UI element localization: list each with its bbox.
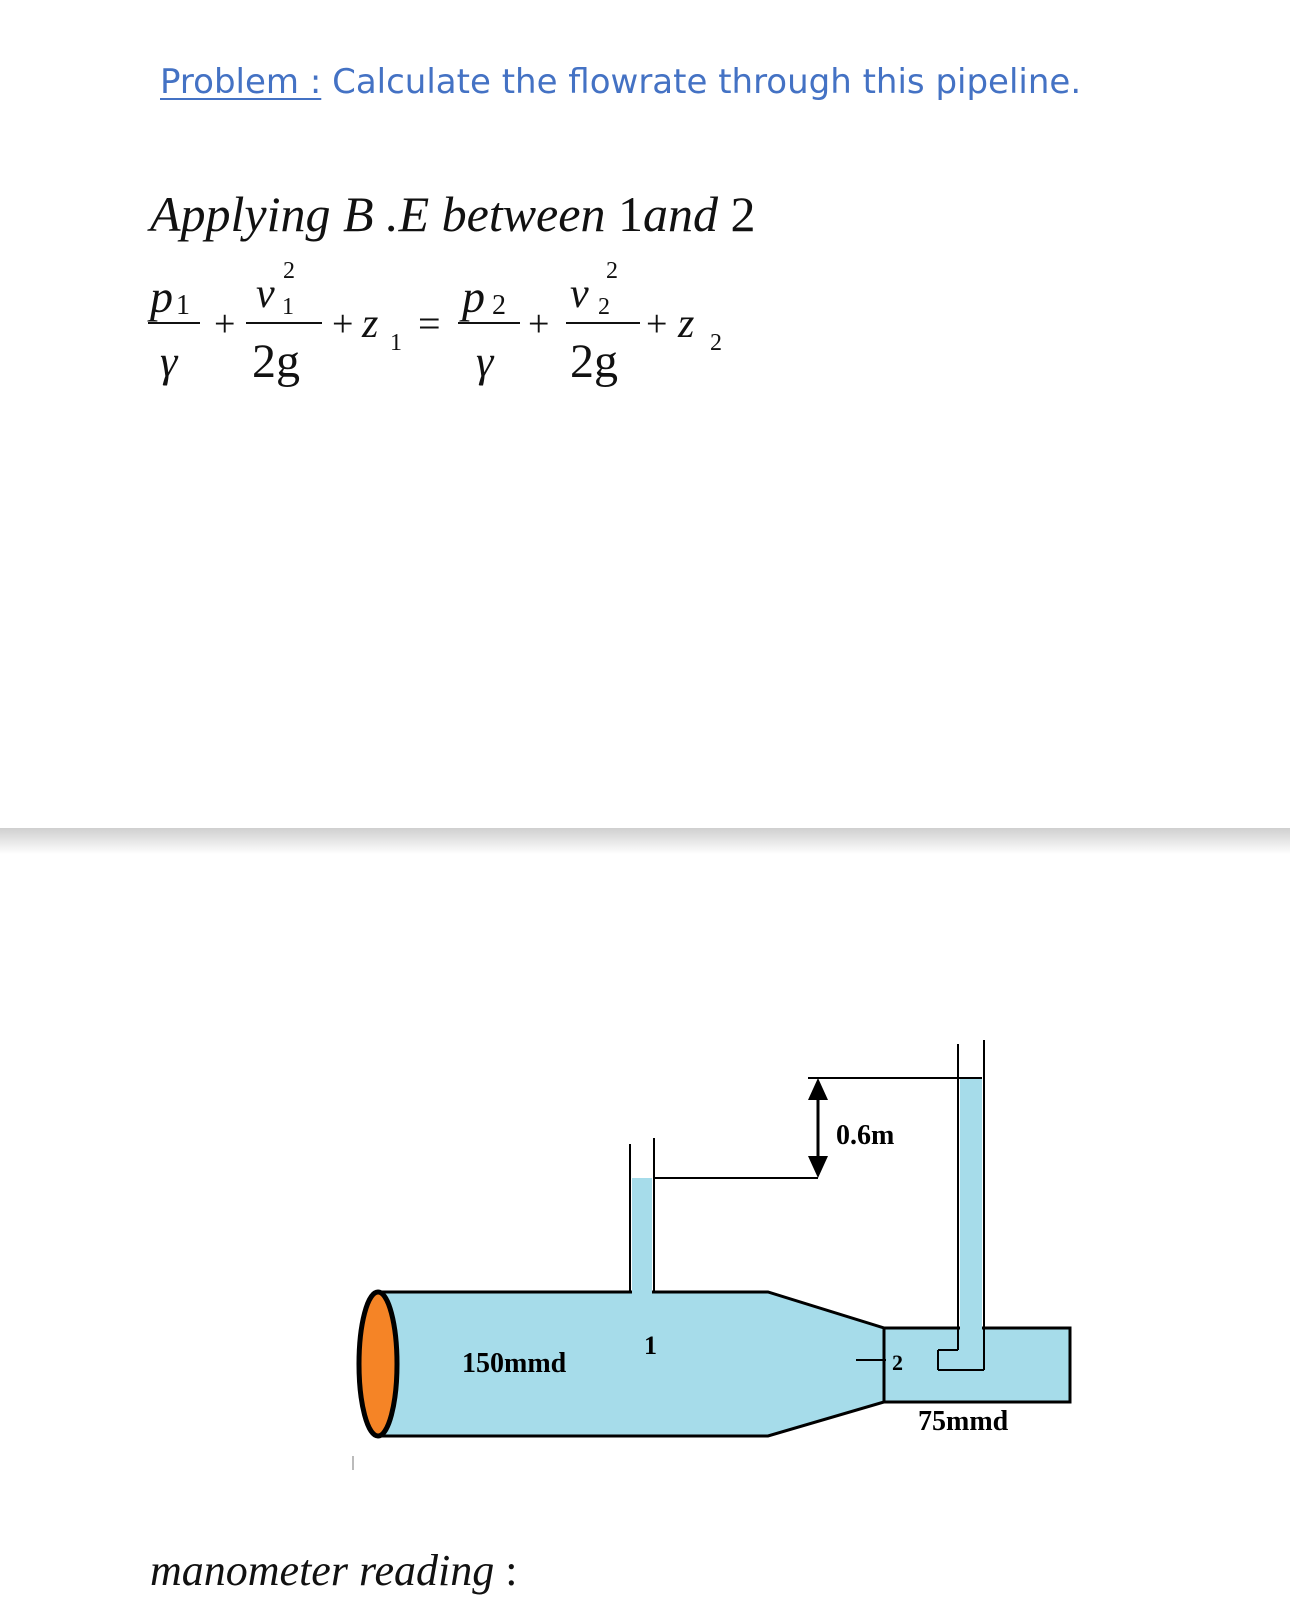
dimension-arrow-down bbox=[808, 1156, 828, 1178]
plus-1: + bbox=[214, 303, 236, 345]
v2-subscript: 2 bbox=[598, 294, 610, 320]
manometer-reading-line bbox=[150, 1545, 517, 1596]
v1-symbol: v bbox=[256, 271, 275, 317]
p1-symbol: p bbox=[150, 271, 173, 322]
large-pipe bbox=[378, 1292, 884, 1436]
v2-symbol: v bbox=[570, 271, 589, 317]
point-1-label: 1 bbox=[644, 1331, 657, 1360]
z1-symbol: z bbox=[362, 301, 379, 347]
problem-text: Calculate the flowrate through this pipeline. bbox=[332, 62, 1082, 102]
between-word: between bbox=[441, 186, 606, 242]
two-g-2: 2g bbox=[570, 335, 618, 388]
pipe-end-opening bbox=[359, 1292, 397, 1436]
point-2-label: 2 bbox=[892, 1350, 903, 1375]
z2-subscript: 2 bbox=[710, 330, 722, 356]
point-1-number: 1 bbox=[617, 186, 643, 242]
z2-symbol: z bbox=[678, 301, 695, 347]
and-word: and bbox=[642, 186, 718, 242]
dimension-arrow-up bbox=[808, 1078, 828, 1100]
be-word: B .E bbox=[343, 186, 430, 242]
manometer-reading-text: manometer reading bbox=[150, 1546, 495, 1595]
p2-symbol: p bbox=[462, 271, 485, 322]
pipe-150-label: 150mmd bbox=[462, 1348, 567, 1379]
point-2-number: 2 bbox=[730, 186, 756, 242]
z1-subscript: 1 bbox=[390, 330, 402, 356]
equals-sign: = bbox=[418, 301, 441, 346]
plus-4: + bbox=[646, 303, 668, 345]
piezometer-1-water bbox=[632, 1178, 652, 1294]
gamma-2-symbol: γ bbox=[476, 337, 494, 386]
two-g-1: 2g bbox=[252, 335, 300, 388]
plus-3: + bbox=[528, 303, 550, 345]
manometer-colon: : bbox=[505, 1546, 518, 1595]
plus-2: + bbox=[332, 303, 354, 345]
pitot-tube-water bbox=[960, 1078, 982, 1370]
p2-subscript: 2 bbox=[492, 290, 506, 321]
head-label: 0.6m bbox=[836, 1120, 895, 1151]
v1-square: 2 bbox=[283, 258, 295, 284]
problem-prefix: Problem : bbox=[160, 62, 322, 102]
v2-square: 2 bbox=[606, 258, 618, 284]
applying-word: Applying bbox=[150, 186, 331, 242]
pipe-75-label: 75mmd bbox=[918, 1406, 1009, 1437]
text-cursor bbox=[352, 1456, 354, 1470]
gamma-1-symbol: γ bbox=[160, 337, 178, 386]
p1-subscript: 1 bbox=[176, 290, 190, 321]
v1-subscript: 1 bbox=[282, 294, 294, 320]
